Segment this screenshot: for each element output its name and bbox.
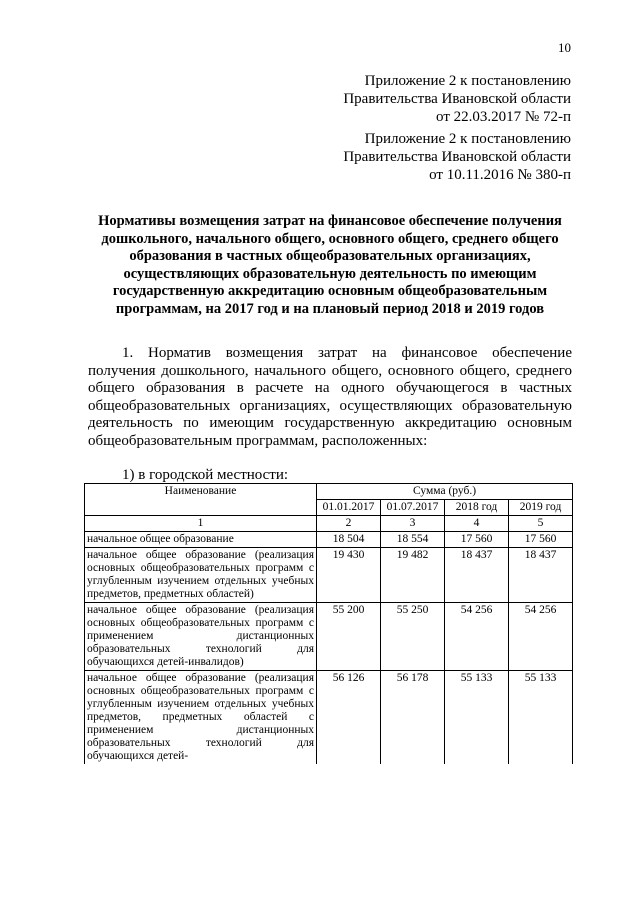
row-value: 55 133 bbox=[445, 671, 509, 765]
row-value: 18 504 bbox=[317, 532, 381, 548]
row-name: начальное общее образование (реализация основных общеобразовательных программ с углубленным изучением отдельных учебных предметов, предметных областей) bbox=[85, 548, 317, 603]
norms-table bbox=[84, 483, 573, 764]
appendix-current-line-2: Правительства Ивановской области bbox=[343, 91, 571, 107]
numbering-cell: 1 bbox=[85, 516, 317, 532]
subheading-urban: 1) в городской местности: bbox=[122, 467, 289, 483]
row-value: 54 256 bbox=[509, 603, 573, 671]
paragraph-1 bbox=[88, 345, 572, 450]
header-sum: Сумма (руб.) bbox=[317, 484, 573, 500]
table-row bbox=[85, 548, 573, 603]
row-value: 19 482 bbox=[381, 548, 445, 603]
row-value: 55 133 bbox=[509, 671, 573, 765]
header-col-3: 2018 год bbox=[445, 500, 509, 516]
row-value: 56 178 bbox=[381, 671, 445, 765]
appendix-current-reference bbox=[343, 72, 571, 126]
appendix-original-reference bbox=[343, 130, 571, 184]
appendix-current-line-1: Приложение 2 к постановлению bbox=[364, 73, 571, 89]
table-row bbox=[85, 671, 573, 765]
header-col-1: 01.01.2017 bbox=[317, 500, 381, 516]
row-name: начальное общее образование (реализация основных общеобразовательных программ с углубленным изучением отдельных учебных предметов, предметных областей с применением дистанционных образовательных технологий для обучающихся детей- bbox=[85, 671, 317, 765]
header-col-4: 2019 год bbox=[509, 500, 573, 516]
row-value: 19 430 bbox=[317, 548, 381, 603]
row-name: начальное общее образование (реализация основных общеобразовательных программ с применением дистанционных образовательных технологий для обучающихся детей-инвалидов) bbox=[85, 603, 317, 671]
row-value: 55 250 bbox=[381, 603, 445, 671]
header-name: Наименование bbox=[85, 484, 317, 516]
numbering-cell: 2 bbox=[317, 516, 381, 532]
row-value: 18 437 bbox=[509, 548, 573, 603]
row-value: 17 560 bbox=[445, 532, 509, 548]
page-number: 10 bbox=[558, 40, 571, 55]
row-value: 55 200 bbox=[317, 603, 381, 671]
row-value: 54 256 bbox=[445, 603, 509, 671]
numbering-cell: 5 bbox=[509, 516, 573, 532]
document-title: Нормативы возмещения затрат на финансовое обеспечение получения дошкольного, начального общего, основного общего, среднего общего образования в частных общеобразовательных организациях, осуществляющих образовательную деятельность по имеющим государственную аккредитацию основным общеобразовательным программам, на 2017 год и на плановый период 2018 и 2019 годов bbox=[98, 213, 562, 317]
table-row bbox=[85, 532, 573, 548]
row-value: 56 126 bbox=[317, 671, 381, 765]
appendix-current-line-3: от 22.03.2017 № 72-п bbox=[436, 109, 571, 125]
appendix-original-line-3: от 10.11.2016 № 380-п bbox=[429, 167, 571, 183]
numbering-row bbox=[85, 516, 573, 532]
row-value: 18 554 bbox=[381, 532, 445, 548]
appendix-original-line-1: Приложение 2 к постановлению bbox=[364, 131, 571, 147]
paragraph-1-text: 1. Норматив возмещения затрат на финансовое обеспечение получения дошкольного, начального общего, основного общего, среднего общего образования в расчете на одного обучающегося в частных общеобразовательных организациях, осуществляющих образовательную деятельность по имеющим государственную аккредитацию основным общеобразовательным программам, расположенных: bbox=[88, 345, 572, 449]
row-value: 18 437 bbox=[445, 548, 509, 603]
appendix-original-line-2: Правительства Ивановской области bbox=[343, 149, 571, 165]
numbering-cell: 4 bbox=[445, 516, 509, 532]
numbering-cell: 3 bbox=[381, 516, 445, 532]
row-value: 17 560 bbox=[509, 532, 573, 548]
row-name: начальное общее образование bbox=[85, 532, 317, 548]
header-col-2: 01.07.2017 bbox=[381, 500, 445, 516]
table-row bbox=[85, 603, 573, 671]
